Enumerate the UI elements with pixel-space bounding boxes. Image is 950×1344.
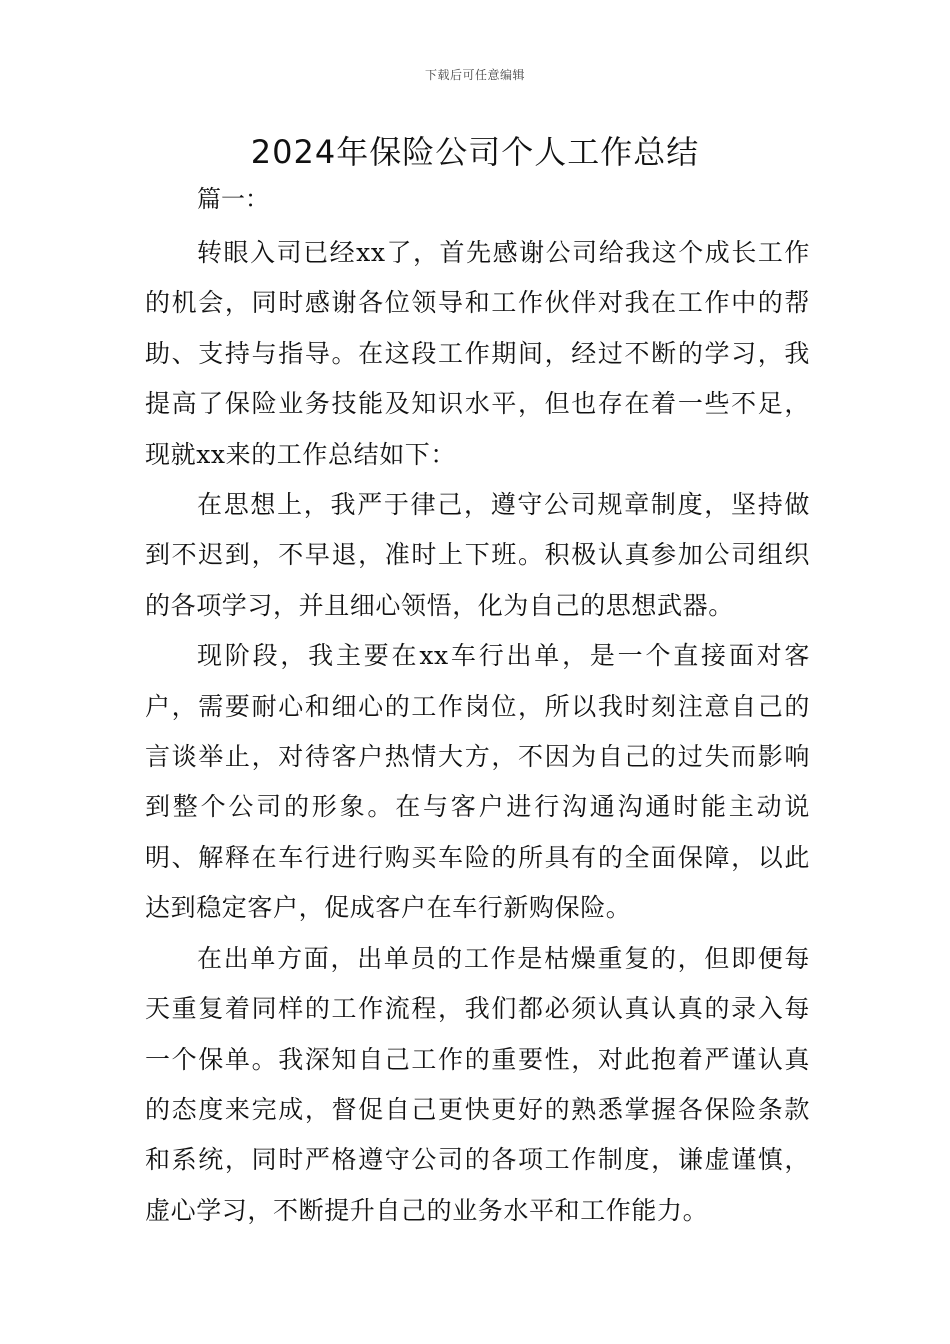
document-body [145,228,810,1236]
paragraph-current-role: 现阶段，我主要在xx车行出单，是一个直接面对客户，需要耐心和细心的工作岗位，所以我时刻注意自己的言谈举止，对待客户热情大方，不因为自己的过失而影响到整个公司的形象。在与客户进行沟通沟通时能主动说明、解释在车行进行购买车险的所具有的全面保障，以此达到稳定客户，促成客户在车行新购保险。 [145,641,810,923]
header-note: 下载后可任意编辑 [424,68,525,82]
paragraph-thinking: 在思想上，我严于律己，遵守公司规章制度，坚持做到不迟到，不早退，准时上下班。积极认真参加公司组织的各项学习，并且细心领悟，化为自己的思想武器。 [145,490,810,620]
section-label: 篇一： [197,185,269,213]
paragraph-intro: 转眼入司已经xx了，首先感谢公司给我这个成长工作的机会，同时感谢各位领导和工作伙伴对我在工作中的帮助、支持与指导。在这段工作期间，经过不断的学习，我提高了保险业务技能及知识水平，但也存在着一些不足，现就xx来的工作总结如下： [145,238,810,469]
paragraph-issuing: 在出单方面，出单员的工作是枯燥重复的，但即便每天重复着同样的工作流程，我们都必须认真认真的录入每一个保单。我深知自己工作的重要性，对此抱着严谨认真的态度来完成，督促自己更快更好的熟悉掌握各保险条款和系统，同时严格遵守公司的各项工作制度，谦虚谨慎，虚心学习，不断提升自己的业务水平和工作能力。 [145,943,810,1225]
document-title: 2024年保险公司个人工作总结 [250,133,700,171]
